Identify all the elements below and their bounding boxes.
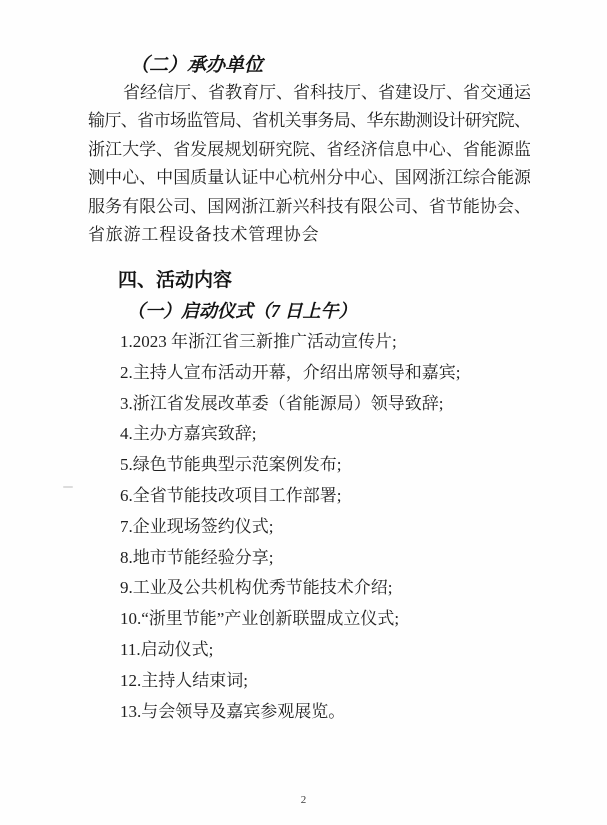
agenda-item: 7.企业现场签约仪式; — [120, 516, 274, 536]
subsection-heading-launch-ceremony: （一）启动仪式（7 日上午） — [127, 301, 357, 321]
agenda-item: 13.与会领导及嘉宾参观展览。 — [120, 701, 346, 721]
agenda-list — [120, 327, 540, 727]
agenda-item: 12.主持人结束词; — [120, 670, 248, 690]
section-heading-undertakers: （二）承办单位 — [130, 55, 264, 76]
organizers-line: 服务有限公司、国网浙江新兴科技有限公司、省节能协会、 — [88, 196, 530, 216]
agenda-item: 8.地市节能经验分享; — [120, 547, 274, 567]
organizers-line: 省经信厅、省教育厅、省科技厅、省建设厅、省交通运 — [123, 83, 530, 102]
organizers-paragraph — [88, 79, 530, 249]
agenda-item: 4.主办方嘉宾致辞; — [120, 424, 257, 444]
agenda-item: 9.工业及公共机构优秀节能技术介绍; — [120, 578, 393, 598]
agenda-item: 11.启动仪式; — [120, 639, 214, 659]
agenda-item: 2.主持人宣布活动开幕，介绍出席领导和嘉宾; — [120, 362, 461, 382]
agenda-item: 1.2023 年浙江省三新推广活动宣传片; — [120, 332, 397, 351]
organizers-line: 省旅游工程设备技术管理协会 — [88, 225, 320, 245]
organizers-line: 浙江大学、省发展规划研究院、省经济信息中心、省能源监 — [88, 139, 530, 159]
agenda-item: 6.全省节能技改项目工作部署; — [120, 485, 342, 505]
organizers-line: 测中心、中国质量认证中心杭州分中心、国网浙江综合能源 — [88, 168, 530, 188]
scan-artifact-mark — [63, 486, 73, 488]
agenda-item: 10.“浙里节能”产业创新联盟成立仪式; — [120, 609, 400, 629]
agenda-item: 3.浙江省发展改革委（省能源局）领导致辞; — [120, 393, 444, 413]
page-number: 2 — [300, 794, 307, 806]
organizers-line: 输厅、省市场监管局、省机关事务局、华东勘测设计研究院、 — [88, 111, 530, 131]
agenda-item: 5.绿色节能典型示范案例发布; — [120, 455, 342, 475]
section-heading-activity-content: 四、活动内容 — [118, 270, 233, 291]
